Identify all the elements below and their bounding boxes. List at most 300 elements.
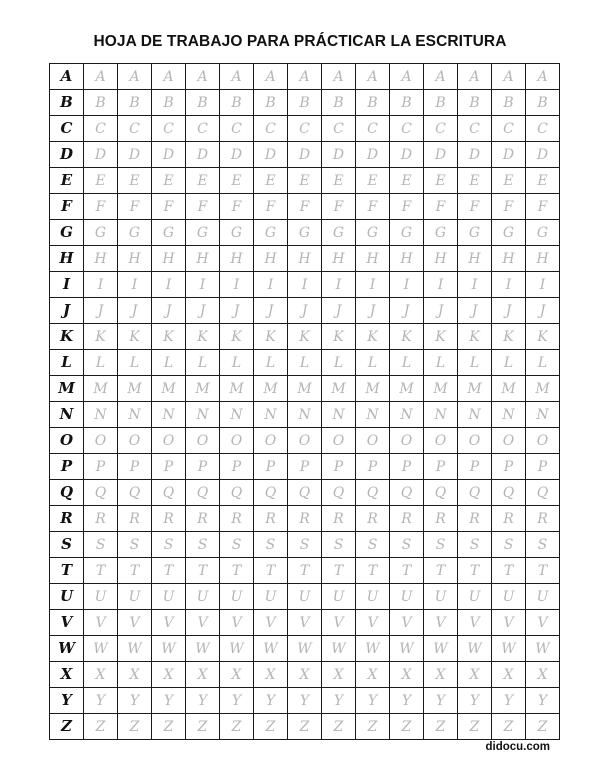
trace-letter: H	[186, 246, 220, 272]
trace-letter: Z	[424, 714, 458, 740]
trace-letter: E	[390, 168, 424, 194]
trace-letter: S	[526, 532, 560, 558]
trace-letter: Y	[288, 688, 322, 714]
trace-letter: V	[458, 610, 492, 636]
trace-letter: R	[458, 506, 492, 532]
trace-letter: W	[220, 636, 254, 662]
trace-letter: W	[458, 636, 492, 662]
trace-letter: T	[220, 558, 254, 584]
model-letter: C	[50, 116, 84, 142]
trace-letter: B	[152, 90, 186, 116]
trace-letter: P	[220, 454, 254, 480]
trace-letter: F	[458, 194, 492, 220]
trace-letter: P	[152, 454, 186, 480]
trace-letter: F	[186, 194, 220, 220]
model-letter: N	[50, 402, 84, 428]
trace-letter: A	[118, 64, 152, 90]
trace-letter: J	[186, 298, 220, 324]
trace-letter: Q	[152, 480, 186, 506]
letter-row-r	[50, 506, 560, 532]
letter-row-x	[50, 662, 560, 688]
trace-letter: N	[84, 402, 118, 428]
trace-letter: R	[492, 506, 526, 532]
trace-letter: R	[118, 506, 152, 532]
trace-letter: W	[424, 636, 458, 662]
trace-letter: F	[424, 194, 458, 220]
trace-letter: A	[84, 64, 118, 90]
trace-letter: Y	[424, 688, 458, 714]
trace-letter: K	[84, 324, 118, 350]
trace-letter: N	[356, 402, 390, 428]
trace-letter: R	[356, 506, 390, 532]
model-letter: A	[50, 64, 84, 90]
trace-letter: U	[118, 584, 152, 610]
trace-letter: V	[84, 610, 118, 636]
model-letter: B	[50, 90, 84, 116]
trace-letter: J	[458, 298, 492, 324]
trace-letter: V	[220, 610, 254, 636]
trace-letter: Z	[356, 714, 390, 740]
trace-letter: I	[356, 272, 390, 298]
trace-letter: S	[220, 532, 254, 558]
letter-row-p	[50, 454, 560, 480]
trace-letter: X	[526, 662, 560, 688]
trace-letter: D	[118, 142, 152, 168]
letter-row-c	[50, 116, 560, 142]
trace-letter: K	[118, 324, 152, 350]
trace-letter: H	[118, 246, 152, 272]
trace-letter: T	[526, 558, 560, 584]
trace-letter: Y	[322, 688, 356, 714]
letter-row-d	[50, 142, 560, 168]
trace-letter: R	[322, 506, 356, 532]
trace-letter: Z	[152, 714, 186, 740]
trace-letter: F	[220, 194, 254, 220]
trace-letter: S	[288, 532, 322, 558]
trace-letter: U	[356, 584, 390, 610]
trace-letter: O	[492, 428, 526, 454]
letter-row-z	[50, 714, 560, 740]
letter-row-j	[50, 298, 560, 324]
trace-letter: G	[356, 220, 390, 246]
letter-row-g	[50, 220, 560, 246]
trace-letter: Q	[390, 480, 424, 506]
trace-letter: Z	[288, 714, 322, 740]
trace-letter: B	[220, 90, 254, 116]
trace-letter: R	[254, 506, 288, 532]
trace-letter: D	[458, 142, 492, 168]
trace-letter: I	[424, 272, 458, 298]
trace-letter: X	[458, 662, 492, 688]
model-letter: I	[50, 272, 84, 298]
trace-letter: B	[322, 90, 356, 116]
trace-letter: G	[118, 220, 152, 246]
trace-letter: X	[220, 662, 254, 688]
trace-letter: Z	[220, 714, 254, 740]
trace-letter: V	[526, 610, 560, 636]
trace-letter: B	[288, 90, 322, 116]
trace-letter: L	[152, 350, 186, 376]
trace-letter: V	[288, 610, 322, 636]
trace-letter: C	[390, 116, 424, 142]
trace-letter: M	[84, 376, 118, 402]
letter-row-w	[50, 636, 560, 662]
trace-letter: G	[526, 220, 560, 246]
letter-row-s	[50, 532, 560, 558]
trace-letter: B	[458, 90, 492, 116]
trace-letter: Z	[84, 714, 118, 740]
trace-letter: E	[254, 168, 288, 194]
trace-letter: K	[254, 324, 288, 350]
trace-letter: D	[186, 142, 220, 168]
trace-letter: X	[84, 662, 118, 688]
model-letter: U	[50, 584, 84, 610]
trace-letter: C	[356, 116, 390, 142]
trace-letter: D	[254, 142, 288, 168]
trace-letter: R	[526, 506, 560, 532]
trace-letter: B	[84, 90, 118, 116]
trace-letter: U	[424, 584, 458, 610]
trace-letter: X	[118, 662, 152, 688]
trace-letter: O	[390, 428, 424, 454]
trace-letter: D	[84, 142, 118, 168]
trace-letter: X	[356, 662, 390, 688]
trace-letter: Z	[458, 714, 492, 740]
trace-letter: B	[356, 90, 390, 116]
trace-letter: L	[118, 350, 152, 376]
trace-letter: C	[288, 116, 322, 142]
trace-letter: M	[526, 376, 560, 402]
trace-letter: R	[84, 506, 118, 532]
trace-letter: I	[492, 272, 526, 298]
letter-row-b	[50, 90, 560, 116]
letter-row-i	[50, 272, 560, 298]
trace-letter: X	[152, 662, 186, 688]
trace-letter: P	[458, 454, 492, 480]
trace-letter: D	[356, 142, 390, 168]
trace-letter: M	[118, 376, 152, 402]
trace-letter: H	[322, 246, 356, 272]
trace-letter: P	[390, 454, 424, 480]
trace-letter: A	[390, 64, 424, 90]
trace-letter: I	[220, 272, 254, 298]
trace-letter: J	[152, 298, 186, 324]
trace-letter: V	[492, 610, 526, 636]
trace-letter: O	[424, 428, 458, 454]
trace-letter: U	[458, 584, 492, 610]
model-letter: M	[50, 376, 84, 402]
trace-letter: B	[526, 90, 560, 116]
trace-letter: P	[254, 454, 288, 480]
trace-letter: M	[186, 376, 220, 402]
trace-letter: J	[356, 298, 390, 324]
trace-letter: A	[220, 64, 254, 90]
trace-letter: A	[152, 64, 186, 90]
trace-letter: P	[356, 454, 390, 480]
trace-letter: A	[458, 64, 492, 90]
trace-letter: K	[526, 324, 560, 350]
trace-letter: L	[220, 350, 254, 376]
trace-letter: R	[288, 506, 322, 532]
trace-letter: Q	[254, 480, 288, 506]
trace-letter: T	[84, 558, 118, 584]
trace-letter: G	[322, 220, 356, 246]
trace-letter: A	[424, 64, 458, 90]
trace-letter: L	[254, 350, 288, 376]
model-letter: E	[50, 168, 84, 194]
trace-letter: Z	[118, 714, 152, 740]
trace-letter: S	[322, 532, 356, 558]
letter-row-m	[50, 376, 560, 402]
trace-letter: S	[356, 532, 390, 558]
trace-letter: Y	[84, 688, 118, 714]
trace-letter: W	[356, 636, 390, 662]
trace-letter: B	[492, 90, 526, 116]
trace-letter: V	[424, 610, 458, 636]
model-letter: Z	[50, 714, 84, 740]
trace-letter: F	[152, 194, 186, 220]
trace-letter: U	[526, 584, 560, 610]
trace-letter: A	[186, 64, 220, 90]
trace-letter: Q	[220, 480, 254, 506]
trace-letter: G	[220, 220, 254, 246]
trace-letter: X	[254, 662, 288, 688]
trace-letter: C	[458, 116, 492, 142]
trace-letter: D	[152, 142, 186, 168]
trace-letter: V	[390, 610, 424, 636]
trace-letter: H	[152, 246, 186, 272]
trace-letter: F	[84, 194, 118, 220]
trace-letter: L	[458, 350, 492, 376]
model-letter: V	[50, 610, 84, 636]
trace-letter: D	[492, 142, 526, 168]
trace-letter: W	[118, 636, 152, 662]
trace-letter: Y	[526, 688, 560, 714]
trace-letter: N	[322, 402, 356, 428]
trace-letter: L	[288, 350, 322, 376]
trace-letter: J	[84, 298, 118, 324]
trace-letter: Q	[492, 480, 526, 506]
trace-letter: E	[220, 168, 254, 194]
trace-letter: N	[220, 402, 254, 428]
trace-letter: Q	[424, 480, 458, 506]
trace-letter: C	[254, 116, 288, 142]
trace-letter: M	[254, 376, 288, 402]
trace-letter: K	[458, 324, 492, 350]
trace-letter: I	[186, 272, 220, 298]
trace-letter: G	[152, 220, 186, 246]
trace-letter: U	[492, 584, 526, 610]
trace-letter: O	[152, 428, 186, 454]
trace-letter: L	[526, 350, 560, 376]
trace-letter: S	[254, 532, 288, 558]
trace-letter: O	[84, 428, 118, 454]
trace-letter: E	[356, 168, 390, 194]
trace-letter: Q	[356, 480, 390, 506]
trace-letter: J	[390, 298, 424, 324]
letter-row-v	[50, 610, 560, 636]
trace-letter: K	[152, 324, 186, 350]
trace-letter: N	[118, 402, 152, 428]
trace-letter: L	[390, 350, 424, 376]
trace-letter: J	[288, 298, 322, 324]
trace-letter: T	[322, 558, 356, 584]
trace-letter: V	[152, 610, 186, 636]
trace-letter: Z	[492, 714, 526, 740]
trace-letter: W	[186, 636, 220, 662]
trace-letter: M	[322, 376, 356, 402]
trace-letter: N	[424, 402, 458, 428]
trace-letter: D	[322, 142, 356, 168]
trace-letter: E	[526, 168, 560, 194]
trace-letter: I	[152, 272, 186, 298]
trace-letter: P	[492, 454, 526, 480]
model-letter: F	[50, 194, 84, 220]
trace-letter: Y	[186, 688, 220, 714]
trace-letter: A	[254, 64, 288, 90]
trace-letter: Q	[288, 480, 322, 506]
trace-letter: Y	[492, 688, 526, 714]
trace-letter: G	[186, 220, 220, 246]
trace-letter: F	[288, 194, 322, 220]
trace-letter: J	[254, 298, 288, 324]
trace-letter: U	[220, 584, 254, 610]
trace-letter: W	[288, 636, 322, 662]
trace-letter: L	[186, 350, 220, 376]
trace-letter: S	[186, 532, 220, 558]
letter-row-l	[50, 350, 560, 376]
trace-letter: D	[220, 142, 254, 168]
trace-letter: R	[220, 506, 254, 532]
trace-letter: Z	[526, 714, 560, 740]
trace-letter: X	[390, 662, 424, 688]
trace-letter: J	[322, 298, 356, 324]
trace-letter: D	[526, 142, 560, 168]
trace-letter: H	[220, 246, 254, 272]
trace-letter: E	[288, 168, 322, 194]
trace-letter: W	[84, 636, 118, 662]
model-letter: X	[50, 662, 84, 688]
trace-letter: P	[118, 454, 152, 480]
trace-letter: G	[458, 220, 492, 246]
trace-letter: O	[322, 428, 356, 454]
trace-letter: Q	[526, 480, 560, 506]
trace-letter: H	[458, 246, 492, 272]
trace-letter: H	[288, 246, 322, 272]
letter-row-u	[50, 584, 560, 610]
trace-letter: C	[492, 116, 526, 142]
model-letter: Y	[50, 688, 84, 714]
letter-row-a	[50, 64, 560, 90]
trace-letter: M	[424, 376, 458, 402]
trace-letter: H	[254, 246, 288, 272]
trace-letter: O	[356, 428, 390, 454]
trace-letter: I	[254, 272, 288, 298]
trace-letter: V	[118, 610, 152, 636]
trace-letter: B	[390, 90, 424, 116]
trace-letter: V	[322, 610, 356, 636]
practice-grid-body	[50, 64, 560, 740]
trace-letter: L	[356, 350, 390, 376]
trace-letter: E	[118, 168, 152, 194]
trace-letter: T	[424, 558, 458, 584]
trace-letter: H	[492, 246, 526, 272]
trace-letter: T	[390, 558, 424, 584]
trace-letter: Y	[118, 688, 152, 714]
trace-letter: C	[526, 116, 560, 142]
trace-letter: S	[458, 532, 492, 558]
letter-row-q	[50, 480, 560, 506]
model-letter: G	[50, 220, 84, 246]
trace-letter: Z	[254, 714, 288, 740]
trace-letter: H	[526, 246, 560, 272]
model-letter: L	[50, 350, 84, 376]
trace-letter: N	[458, 402, 492, 428]
trace-letter: N	[186, 402, 220, 428]
trace-letter: L	[84, 350, 118, 376]
trace-letter: W	[390, 636, 424, 662]
trace-letter: C	[84, 116, 118, 142]
trace-letter: Z	[390, 714, 424, 740]
trace-letter: W	[322, 636, 356, 662]
trace-letter: N	[152, 402, 186, 428]
trace-letter: T	[356, 558, 390, 584]
trace-letter: G	[424, 220, 458, 246]
trace-letter: T	[118, 558, 152, 584]
trace-letter: K	[390, 324, 424, 350]
model-letter: H	[50, 246, 84, 272]
trace-letter: E	[492, 168, 526, 194]
trace-letter: E	[424, 168, 458, 194]
trace-letter: F	[390, 194, 424, 220]
trace-letter: P	[186, 454, 220, 480]
trace-letter: M	[356, 376, 390, 402]
model-letter: W	[50, 636, 84, 662]
trace-letter: K	[186, 324, 220, 350]
trace-letter: E	[152, 168, 186, 194]
trace-letter: S	[152, 532, 186, 558]
trace-letter: K	[356, 324, 390, 350]
trace-letter: C	[424, 116, 458, 142]
trace-letter: H	[356, 246, 390, 272]
trace-letter: M	[220, 376, 254, 402]
trace-letter: H	[390, 246, 424, 272]
trace-letter: Q	[186, 480, 220, 506]
letter-row-t	[50, 558, 560, 584]
trace-letter: O	[254, 428, 288, 454]
trace-letter: P	[322, 454, 356, 480]
trace-letter: J	[118, 298, 152, 324]
trace-letter: R	[152, 506, 186, 532]
trace-letter: B	[186, 90, 220, 116]
trace-letter: F	[526, 194, 560, 220]
trace-letter: C	[322, 116, 356, 142]
trace-letter: L	[322, 350, 356, 376]
trace-letter: C	[220, 116, 254, 142]
trace-letter: J	[526, 298, 560, 324]
letter-row-k	[50, 324, 560, 350]
model-letter: S	[50, 532, 84, 558]
trace-letter: D	[390, 142, 424, 168]
trace-letter: S	[118, 532, 152, 558]
letter-row-h	[50, 246, 560, 272]
model-letter: J	[50, 298, 84, 324]
trace-letter: M	[458, 376, 492, 402]
trace-letter: S	[424, 532, 458, 558]
trace-letter: E	[458, 168, 492, 194]
trace-letter: Y	[254, 688, 288, 714]
trace-letter: U	[84, 584, 118, 610]
